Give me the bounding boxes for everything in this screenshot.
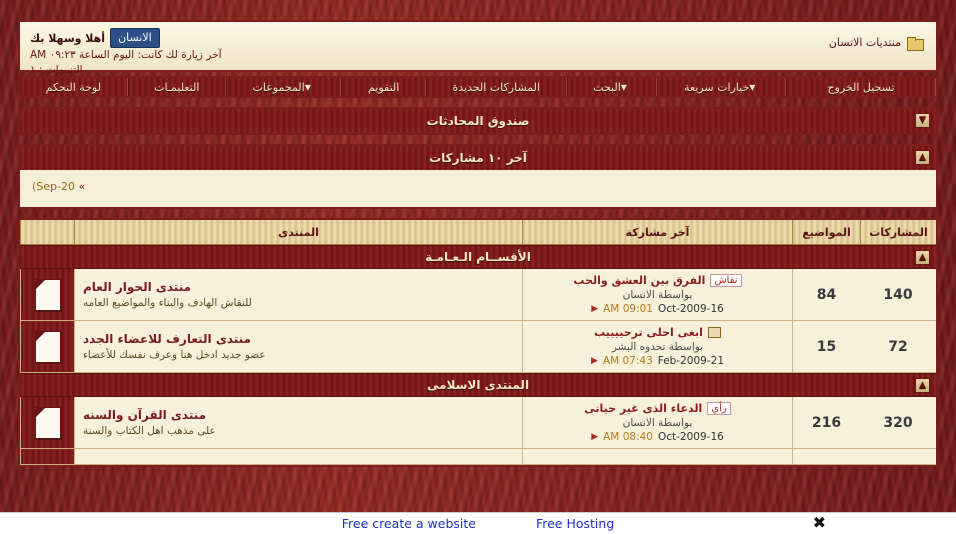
latest-posts-panel-title: آخر ١٠ مشاركات — [429, 151, 527, 165]
chatbox-panel-header — [20, 109, 936, 133]
topics-count-value: 15 — [816, 338, 837, 355]
nav-label: خيارات سريعة — [684, 80, 750, 94]
row-forum-info[interactable] — [74, 321, 522, 372]
last-post-time: 07:43 AM — [602, 355, 653, 367]
forum-title[interactable]: منتدى القرآن والسنه — [83, 408, 207, 422]
forum-title[interactable]: منتدى الحوار العام — [83, 280, 192, 294]
goto-last-post-icon[interactable]: ▶ — [590, 356, 598, 366]
collapse-toggle-icon[interactable]: ▲ — [915, 378, 930, 393]
column-header-forum: المنتدى — [74, 220, 522, 244]
breadcrumb-forum-link[interactable] — [829, 36, 922, 49]
collapse-toggle-icon[interactable]: ▲ — [915, 250, 930, 265]
topics-count-value: 216 — [811, 414, 842, 431]
latest-posts-panel-header — [20, 146, 936, 170]
welcome-text: أهلا وسهلا بك — [30, 31, 106, 45]
collapse-toggle-icon[interactable]: ▼ — [915, 113, 930, 128]
last-post-author[interactable]: بواسطة تحدوه البشر — [611, 341, 704, 353]
chevron-down-icon: ▼ — [620, 82, 627, 92]
row-forum-status-icon — [20, 397, 74, 448]
posts-count-value: 140 — [883, 286, 913, 303]
breadcrumb-label: منتديات الاتسان — [828, 36, 901, 49]
nav-label: تسجيل الخروج — [827, 80, 895, 94]
row-last-post[interactable] — [522, 321, 792, 372]
column-header-topics: المواضيع — [792, 220, 860, 244]
welcome-block — [30, 28, 222, 78]
posts-count-value: 320 — [883, 414, 913, 431]
last-post-author[interactable]: بواسطة الانسان — [622, 417, 693, 429]
topics-count-value: 84 — [816, 286, 837, 303]
last-post-time: 09:01 AM — [603, 303, 653, 315]
row-posts-count — [860, 321, 936, 372]
nav-item-control-panel[interactable] — [20, 78, 128, 96]
table-row[interactable] — [20, 397, 936, 449]
nav-item-quick-options[interactable] — [657, 78, 786, 96]
section-title: الأقســام الـعـامـة — [425, 250, 531, 264]
main-navbar — [18, 76, 938, 98]
row-forum-status-icon — [20, 449, 74, 464]
nav-label: التقويم — [367, 80, 400, 94]
section-title: المنتدى الاسلامى — [426, 378, 530, 392]
collapse-toggle-icon[interactable]: ▲ — [915, 150, 930, 165]
nav-item-calendar[interactable] — [341, 78, 425, 96]
goto-last-post-icon[interactable]: ▶ — [591, 304, 599, 314]
chatbox-panel — [18, 107, 938, 135]
nav-label: التعليمـات — [154, 80, 200, 94]
latest-posts-panel-body — [20, 170, 936, 207]
row-forum-info[interactable] — [74, 397, 522, 448]
nav-item-logout[interactable] — [786, 78, 936, 96]
prev-arrow-icon[interactable]: « — [78, 180, 86, 193]
username-badge[interactable]: الانسان — [110, 28, 160, 48]
forum-description: على مذهب اهل الكتاب والسنة — [83, 425, 216, 437]
last-post-time: 08:40 AM — [603, 431, 653, 443]
forum-document-icon — [35, 331, 61, 363]
last-post-date: 16-Oct-2009 — [657, 431, 724, 443]
last-post-title[interactable]: ابغى احلى ترحييييب — [594, 326, 703, 339]
table-row[interactable] — [20, 269, 936, 321]
ad-link-free-create-website[interactable]: Free create a website — [341, 516, 476, 531]
row-posts-count — [860, 449, 936, 464]
forum-description: عضو جديد ادخل هنا وعرف نفسك للأعضاء — [83, 349, 266, 361]
row-last-post[interactable] — [522, 397, 792, 448]
nav-item-search[interactable] — [567, 78, 658, 96]
column-header-icon — [20, 220, 74, 244]
table-row[interactable] — [20, 449, 936, 465]
forum-table-header — [20, 220, 936, 245]
nav-item-faq[interactable] — [128, 78, 226, 96]
goto-last-post-icon[interactable]: ▶ — [591, 432, 599, 442]
row-forum-info[interactable] — [74, 269, 522, 320]
chatbox-panel-title: صندوق المحادثات — [426, 114, 530, 128]
post-tag: نقاش — [710, 274, 741, 287]
post-tag: رأي — [707, 402, 730, 415]
chevron-down-icon: ▼ — [304, 82, 311, 92]
notifications-text[interactable]: التنبيهات : ١ — [30, 64, 83, 76]
forum-table — [18, 218, 938, 467]
section-header-general — [20, 245, 936, 269]
last-post-date: 21-Feb-2009 — [657, 355, 725, 367]
last-post-date: 16-Oct-2009 — [657, 303, 724, 315]
posts-count-value: 72 — [888, 338, 908, 355]
message-icon — [708, 327, 721, 338]
latest-posts-date: (Sep-20 — [32, 180, 75, 193]
column-header-posts: المشاركات — [860, 220, 936, 244]
last-visit-text: آخر زيارة لك كانت: اليوم الساعة ٠٩:٢٣ AM — [30, 49, 222, 61]
last-post-author[interactable]: بواسطة الانسان — [622, 289, 693, 301]
last-post-title[interactable]: الفرق بين العشق والحب — [573, 274, 706, 287]
row-forum-status-icon — [20, 321, 74, 372]
chevron-down-icon: ▼ — [749, 82, 756, 92]
close-icon[interactable]: ✖ — [812, 513, 826, 532]
row-topics-count — [792, 397, 860, 448]
nav-label: البحث — [593, 80, 621, 94]
latest-posts-panel — [18, 144, 938, 209]
forum-document-icon — [35, 407, 61, 439]
ad-link-free-hosting[interactable]: Free Hosting — [535, 516, 615, 531]
row-topics-count — [792, 449, 860, 464]
table-row[interactable] — [20, 321, 936, 373]
site-header — [18, 20, 938, 76]
forum-document-icon — [35, 279, 61, 311]
nav-label: لوحة التحكم — [45, 80, 102, 94]
ad-bar — [0, 512, 956, 534]
nav-label: المشاركات الجديدة — [452, 80, 541, 94]
last-post-title[interactable]: الدعاء الذى غير حياتى — [584, 402, 703, 415]
forum-description: للنقاش الهادف والبناء والمواضيع العامه — [83, 297, 252, 309]
forum-title[interactable]: منتدى التعارف للاعضاء الجدد — [83, 332, 251, 346]
folder-icon — [907, 37, 922, 49]
row-topics-count — [792, 321, 860, 372]
row-topics-count — [792, 269, 860, 320]
row-posts-count — [860, 269, 936, 320]
content-wrapper — [18, 20, 938, 467]
row-forum-info[interactable] — [74, 449, 522, 464]
row-last-post[interactable] — [522, 269, 792, 320]
nav-label: المجموعات — [252, 80, 305, 94]
row-last-post[interactable] — [522, 449, 792, 464]
column-header-last-post: آخر مشاركة — [522, 220, 792, 244]
section-header-islamic — [20, 373, 936, 397]
nav-item-groups[interactable] — [226, 78, 341, 96]
row-posts-count — [860, 397, 936, 448]
nav-item-new-posts[interactable] — [426, 78, 567, 96]
row-forum-status-icon — [20, 269, 74, 320]
